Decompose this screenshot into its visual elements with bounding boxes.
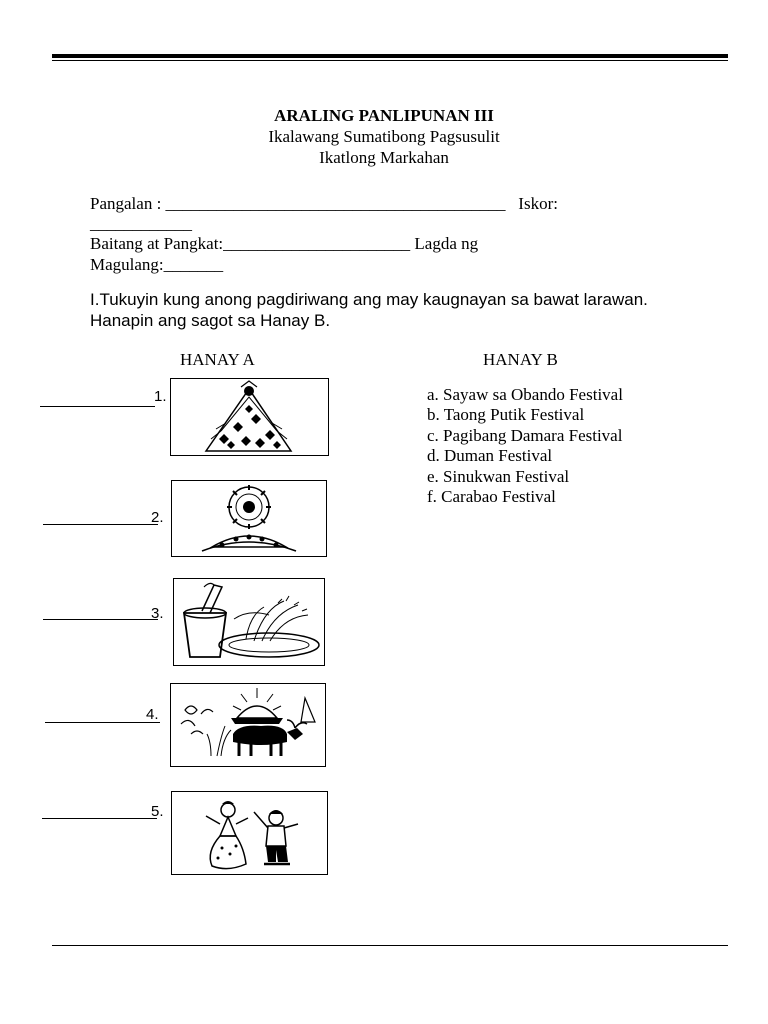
choice-b: b. Taong Putik Festival xyxy=(427,405,585,425)
answer-blank-3[interactable] xyxy=(43,619,158,620)
dancers-icon xyxy=(171,791,328,875)
choice-f: f. Carabao Festival xyxy=(427,487,556,507)
item-number-3: 3. xyxy=(151,605,164,622)
top-rule-thin xyxy=(52,60,728,61)
choice-c: c. Pagibang Damara Festival xyxy=(427,425,623,445)
bottom-rule xyxy=(52,945,728,946)
score-blank[interactable]: ____________ xyxy=(90,214,192,233)
choices-list xyxy=(427,385,623,507)
top-rule-thick xyxy=(52,54,728,58)
choice-e: e. Sinukwan Festival xyxy=(427,466,570,486)
page-subtitle-quarter: Ikatlong Markahan xyxy=(319,148,449,167)
answer-blank-2[interactable] xyxy=(43,524,158,525)
answer-blank-1[interactable] xyxy=(40,406,155,407)
sun-headdress-icon xyxy=(171,480,327,557)
item-number-5: 5. xyxy=(151,803,164,820)
item-number-1: 1. xyxy=(154,388,167,405)
grade-section-line[interactable]: Baitang at Pangkat:______________________ Lagda ng xyxy=(90,234,479,253)
choice-a: a. Sayaw sa Obando Festival xyxy=(427,385,623,404)
column-a-heading: HANAY A xyxy=(180,350,255,369)
mortar-pestle-rice-icon xyxy=(173,578,325,666)
instructions: I.Tukuyin kung anong pagdiriwang ang may kaugnayan sa bawat larawan. Hanapin ang sagot sa Hanay B. xyxy=(90,290,648,330)
name-score-line[interactable]: Pangalan : ________________________________________ Iskor: xyxy=(90,194,558,213)
choice-d: d. Duman Festival xyxy=(427,446,553,466)
answer-blank-5[interactable] xyxy=(42,818,157,819)
column-b-heading: HANAY B xyxy=(483,350,558,369)
parent-signature-line[interactable]: Magulang:_______ xyxy=(90,255,224,274)
answer-blank-4[interactable] xyxy=(45,722,160,723)
item-number-2: 2. xyxy=(151,509,164,526)
item-number-4: 4. xyxy=(146,706,159,723)
festival-costume-icon xyxy=(170,378,329,456)
page-title: ARALING PANLIPUNAN III xyxy=(274,106,494,125)
page-subtitle: Ikalawang Sumatibong Pagsusulit xyxy=(268,127,500,146)
carabao-icon xyxy=(170,683,326,767)
